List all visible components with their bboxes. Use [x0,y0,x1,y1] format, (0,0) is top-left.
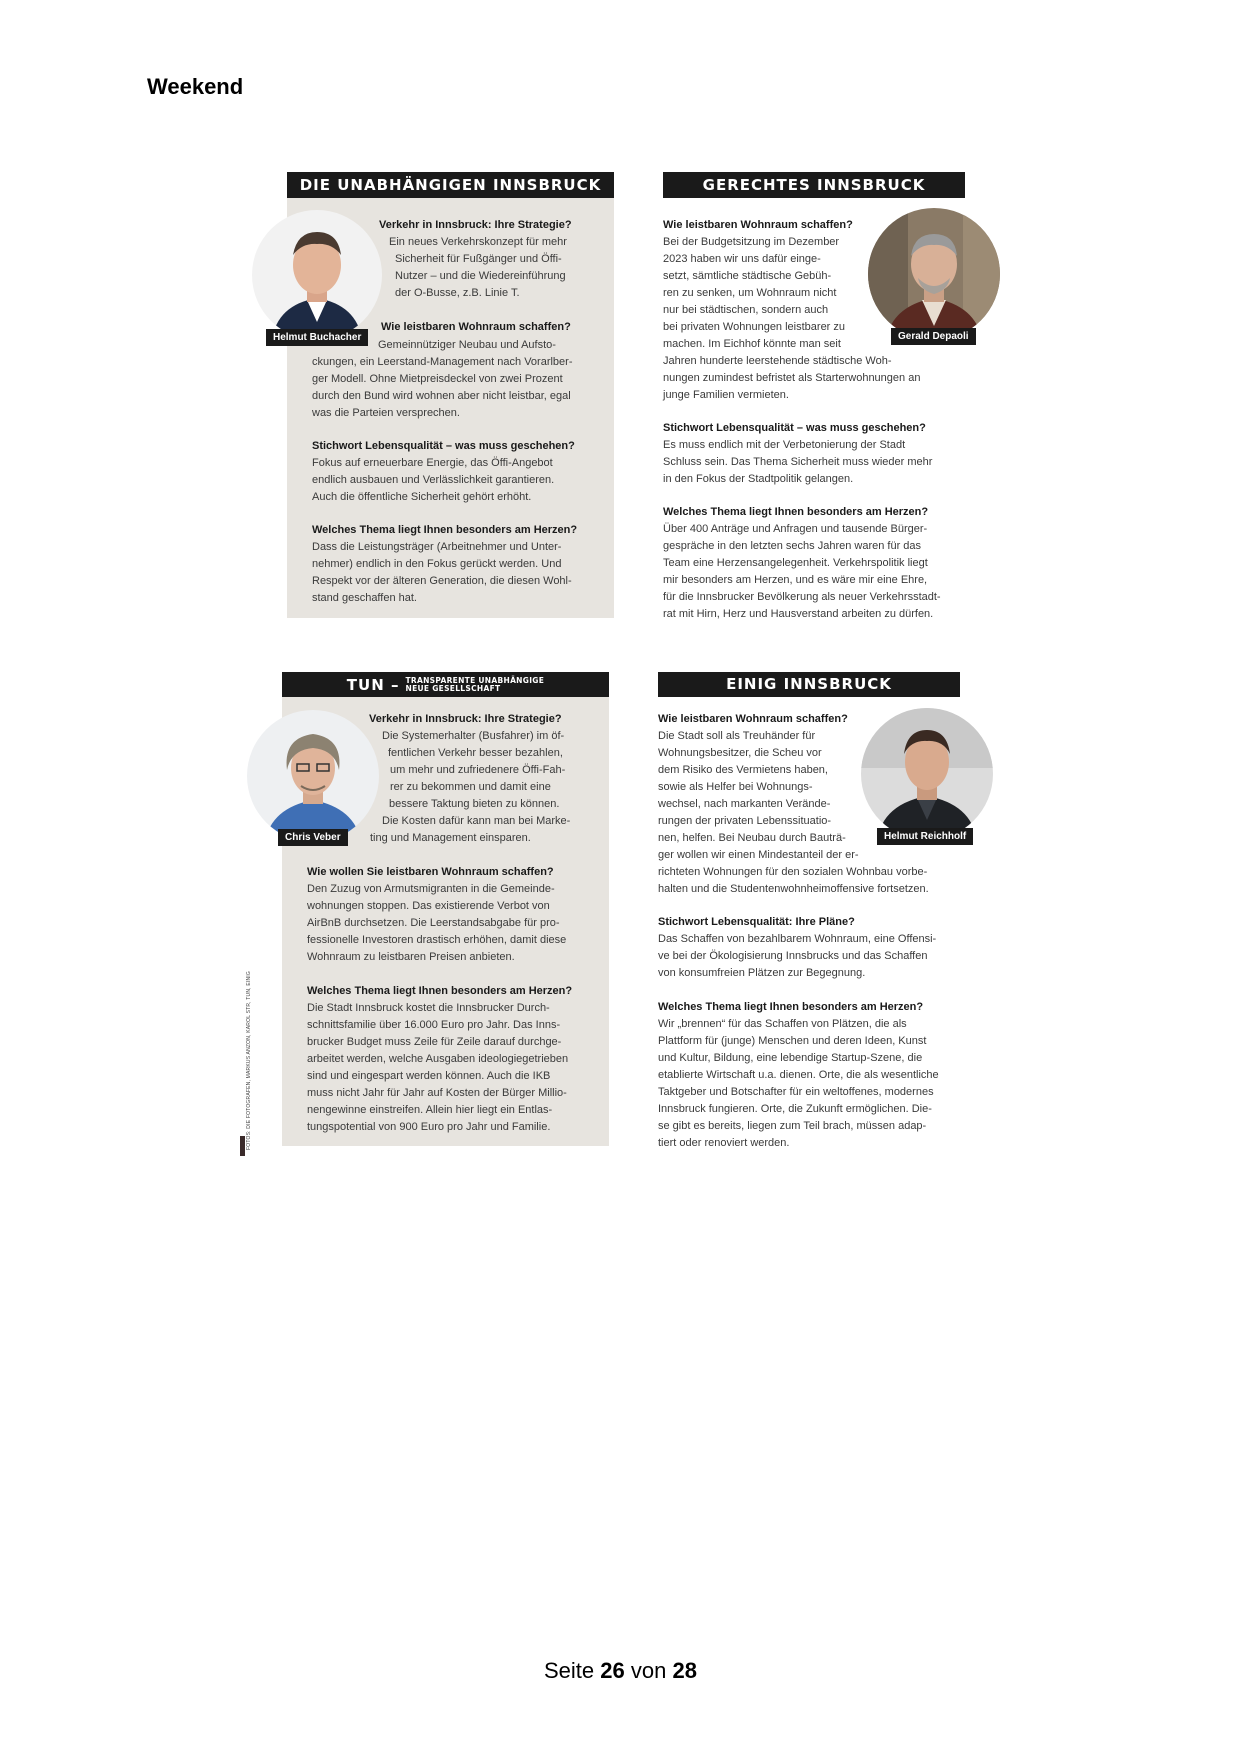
person-name-tag: Helmut Buchacher [266,329,368,346]
text-line: Die Systemerhalter (Busfahrer) im öf- [382,730,565,742]
answer-text [389,234,609,302]
text-line: sind und eingespart werden können. Auch die IKB [307,1070,551,1082]
text-line: brucker Budget muss Zeile für Zeile darauf durchge- [307,1036,562,1048]
text-line: Es muss endlich mit der Verbetonierung der Stadt [663,439,906,451]
text-line: ger Modell. Ohne Mietpreisdeckel von zwei Prozent [312,373,563,385]
question-heading: Welches Thema liegt Ihnen besonders am Herzen? [663,506,929,518]
text-line: mir besonders am Herzen, und es wäre mir eine Ehre, [663,574,928,586]
text-line: tiert oder renoviert werden. [658,1137,790,1149]
text-line: der O-Busse, z.B. Linie T. [395,287,520,299]
question-heading: Stichwort Lebensqualität – was muss geschehen? [312,440,575,452]
text-line: Plattform für (junge) Menschen und deren Ideen, Kunst [658,1035,927,1047]
text-line: richteten Wohnungen für den sozialen Wohnbau vorbe- [658,866,928,878]
text-line: arbeitet werden, welche Ausgaben ideologiegetrieben [307,1053,569,1065]
answer-text [663,437,973,488]
question-heading: Wie leistbaren Wohnraum schaffen? [658,713,848,725]
text-line: Gemeinnütziger Neubau und Aufsto- [378,339,556,351]
text-line: nehmer) endlich in den Fokus gerückt werden. Und [312,558,562,570]
text-line: Die Stadt soll als Treuhänder für [658,730,816,742]
text-line: Nutzer – und die Wiedereinführung [395,270,566,282]
text-line: schnittsfamilie über 16.000 Euro pro Jahr. Das Inns- [307,1019,561,1031]
text-line: durch den Bund wird wohnen aber nicht leistbar, egal [312,390,571,402]
question-heading: Wie leistbaren Wohnraum schaffen? [663,219,853,231]
text-line: AirBnB durchsetzen. Die Leerstandsabgabe für pro- [307,917,560,929]
answer-text [307,881,607,966]
footer-mid: von [630,1658,667,1683]
text-line: rungen der privaten Lebenssituatio- [658,815,832,827]
text-line: halten und die Studentenwohnheimoffensive fortsetzen. [658,883,929,895]
text-line: für die Innsbrucker Bevölkerung als neuer Verkehrsstadt- [663,591,941,603]
text-line: ckungen, ein Leerstand-Management nach Vorarlber- [312,356,573,368]
text-line: rer zu bekommen und damit eine [390,781,551,793]
question-heading: Verkehr in Innsbruck: Ihre Strategie? [379,219,572,231]
answer-text [658,728,978,898]
footer-prefix: Seite [544,1658,595,1683]
text-line: Sicherheit für Fußgänger und Öffi- [395,253,562,265]
text-line: was die Parteien versprechen. [312,407,460,419]
credit-bar-decoration [240,1136,245,1156]
text-line: rat mit Hirn, Herz und Hausverstand arbeiten zu dürfen. [663,608,934,620]
text-line: Respekt vor der älteren Generation, die diesen Wohl- [312,575,572,587]
text-line: sowie als Helfer bei Wohnungs- [658,781,813,793]
title-subline: TRANSPARENTE UNABHÄNGIGE [405,675,545,685]
text-line: stand geschaffen hat. [312,592,417,604]
block-title: DIE UNABHÄNGIGEN INNSBRUCK [287,172,614,198]
block-title-main: TUN – [346,675,400,694]
text-line: um mehr und zufriedenere Öffi-Fah- [390,764,566,776]
text-line: 2023 haben wir uns dafür einge- [663,253,821,265]
person-name-tag: Chris Veber [278,829,348,846]
text-line: se gibt es bereits, liegen zum Teil brach, müssen adap- [658,1120,927,1132]
question-heading: Stichwort Lebensqualität – was muss geschehen? [663,422,926,434]
answer-text [658,1016,978,1152]
answer-text [663,521,983,623]
text-line: muss nicht Jahr für Jahr auf Kosten der Bürger Millio- [307,1087,567,1099]
text-line: nengewinne einstreifen. Allein hier liegt ein Entlas- [307,1104,553,1116]
text-line: Ein neues Verkehrskonzept für mehr [389,236,567,248]
text-line: Wohnungsbesitzer, die Scheu vor [658,747,822,759]
question-heading: Welches Thema liegt Ihnen besonders am Herzen? [658,1001,924,1013]
text-line: Schluss sein. Das Thema Sicherheit muss wieder mehr [663,456,933,468]
portrait-photo [247,710,379,842]
text-line: Den Zuzug von Armutsmigranten in die Gemeinde- [307,883,555,895]
text-line: endlich ausbauen und Verlässlichkeit garantieren. [312,474,555,486]
text-line: junge Familien vermieten. [663,389,789,401]
total-pages: 28 [672,1658,697,1683]
text-line: Fokus auf erneuerbare Energie, das Öffi-Angebot [312,457,553,469]
text-line: tungspotential von 900 Euro pro Jahr und Familie. [307,1121,551,1133]
photo-credit [246,950,258,1150]
text-line: ting und Management einsparen. [370,832,531,844]
answer-text [370,728,610,847]
text-line: ger wollen wir einen Mindestanteil der er- [658,849,859,861]
portrait-photo [252,210,382,340]
text-line: in den Fokus der Stadtpolitik gelangen. [663,473,854,485]
title-subline: NEUE GESELLSCHAFT [405,683,501,693]
block-title-subtitle [406,677,545,693]
answer-text [312,539,612,607]
text-line: etablierte Wirtschaft u.a. dienen. Orte, die als wesentliche [658,1069,939,1081]
text-line: setzt, sämtliche städtische Gebüh- [663,270,832,282]
question-heading: Wie wollen Sie leistbaren Wohnraum schaffen? [307,866,554,878]
text-line: Innsbruck fungieren. Orte, die Zukunft ermöglichen. Die- [658,1103,932,1115]
text-line: Wohnraum zu leistbaren Preisen anbieten. [307,951,515,963]
text-line: nen, helfen. Bei Neubau durch Bauträ- [658,832,846,844]
text-line: Wir „brennen“ für das Schaffen von Plätzen, die als [658,1018,907,1030]
text-line: Das Schaffen von bezahlbarem Wohnraum, eine Offensi- [658,933,937,945]
text-line: Team eine Herzensangelegenheit. Verkehrspolitik liegt [663,557,928,569]
text-line: Jahren hunderte leerstehende städtische Woh- [663,355,892,367]
person-name-tag: Gerald Depaoli [891,328,976,345]
text-line: ren zu senken, um Wohnraum nicht [663,287,837,299]
text-line: ve bei der Ökologisierung Innsbrucks und das Schaffen [658,950,928,962]
text-line: bei privaten Wohnungen leistbarer zu [663,321,846,333]
question-heading: Welches Thema liegt Ihnen besonders am Herzen? [307,985,573,997]
question-heading: Wie leistbaren Wohnraum schaffen? [381,321,571,333]
answer-text [312,337,612,422]
block-title [282,672,609,697]
text-line: fentlichen Verkehr besser bezahlen, [388,747,563,759]
text-line: und Kultur, Bildung, eine lebendige Startup-Szene, die [658,1052,923,1064]
text-line: Bei der Budgetsitzung im Dezember [663,236,840,248]
block-title: EINIG INNSBRUCK [658,672,960,697]
text-line: fessionelle Investoren drastisch erhöhen, damit diese [307,934,567,946]
text-line: machen. Im Eichhof könnte man seit [663,338,841,350]
text-line: bessere Taktung bieten zu können. [389,798,560,810]
answer-text [658,931,978,982]
page-footer [0,1658,1241,1684]
text-line: Auch die öffentliche Sicherheit gehört erhöht. [312,491,532,503]
current-page-number: 26 [600,1658,625,1683]
text-line: gespräche in den letzten sechs Jahren waren für das [663,540,922,552]
person-name-tag: Helmut Reichholf [877,828,973,845]
photo-credit-text: FOTOS: DIE FOTOGRAFEN, MARKUS ANZON, KAROL STR, TUN, EINIG [246,971,252,1150]
text-line: Die Kosten dafür kann man bei Marke- [382,815,571,827]
answer-text [312,455,612,506]
document-header: Weekend [147,74,244,99]
text-line: nungen zumindest befristet als Starterwohnungen an [663,372,921,384]
answer-text [663,234,973,404]
text-line: von konsumfreien Plätzen zur Begegnung. [658,967,866,979]
question-heading: Stichwort Lebensqualität: Ihre Pläne? [658,916,855,928]
question-heading: Welches Thema liegt Ihnen besonders am Herzen? [312,524,578,536]
question-heading: Verkehr in Innsbruck: Ihre Strategie? [369,713,562,725]
text-line: Taktgeber und Botschafter für ein weltoffenes, modernes [658,1086,934,1098]
answer-text [307,1000,607,1136]
text-line: dem Risiko des Vermietens haben, [658,764,828,776]
text-line: Dass die Leistungsträger (Arbeitnehmer und Unter- [312,541,562,553]
text-line: Die Stadt Innsbruck kostet die Innsbrucker Durch- [307,1002,550,1014]
text-line: wohnungen stoppen. Das existierende Verbot von [307,900,550,912]
text-line: wechsel, nach markanten Verände- [658,798,831,810]
text-line: Über 400 Anträge und Anfragen und tausende Bürger- [663,523,928,535]
block-title: GERECHTES INNSBRUCK [663,172,965,198]
text-line: nur bei städtischen, sondern auch [663,304,829,316]
